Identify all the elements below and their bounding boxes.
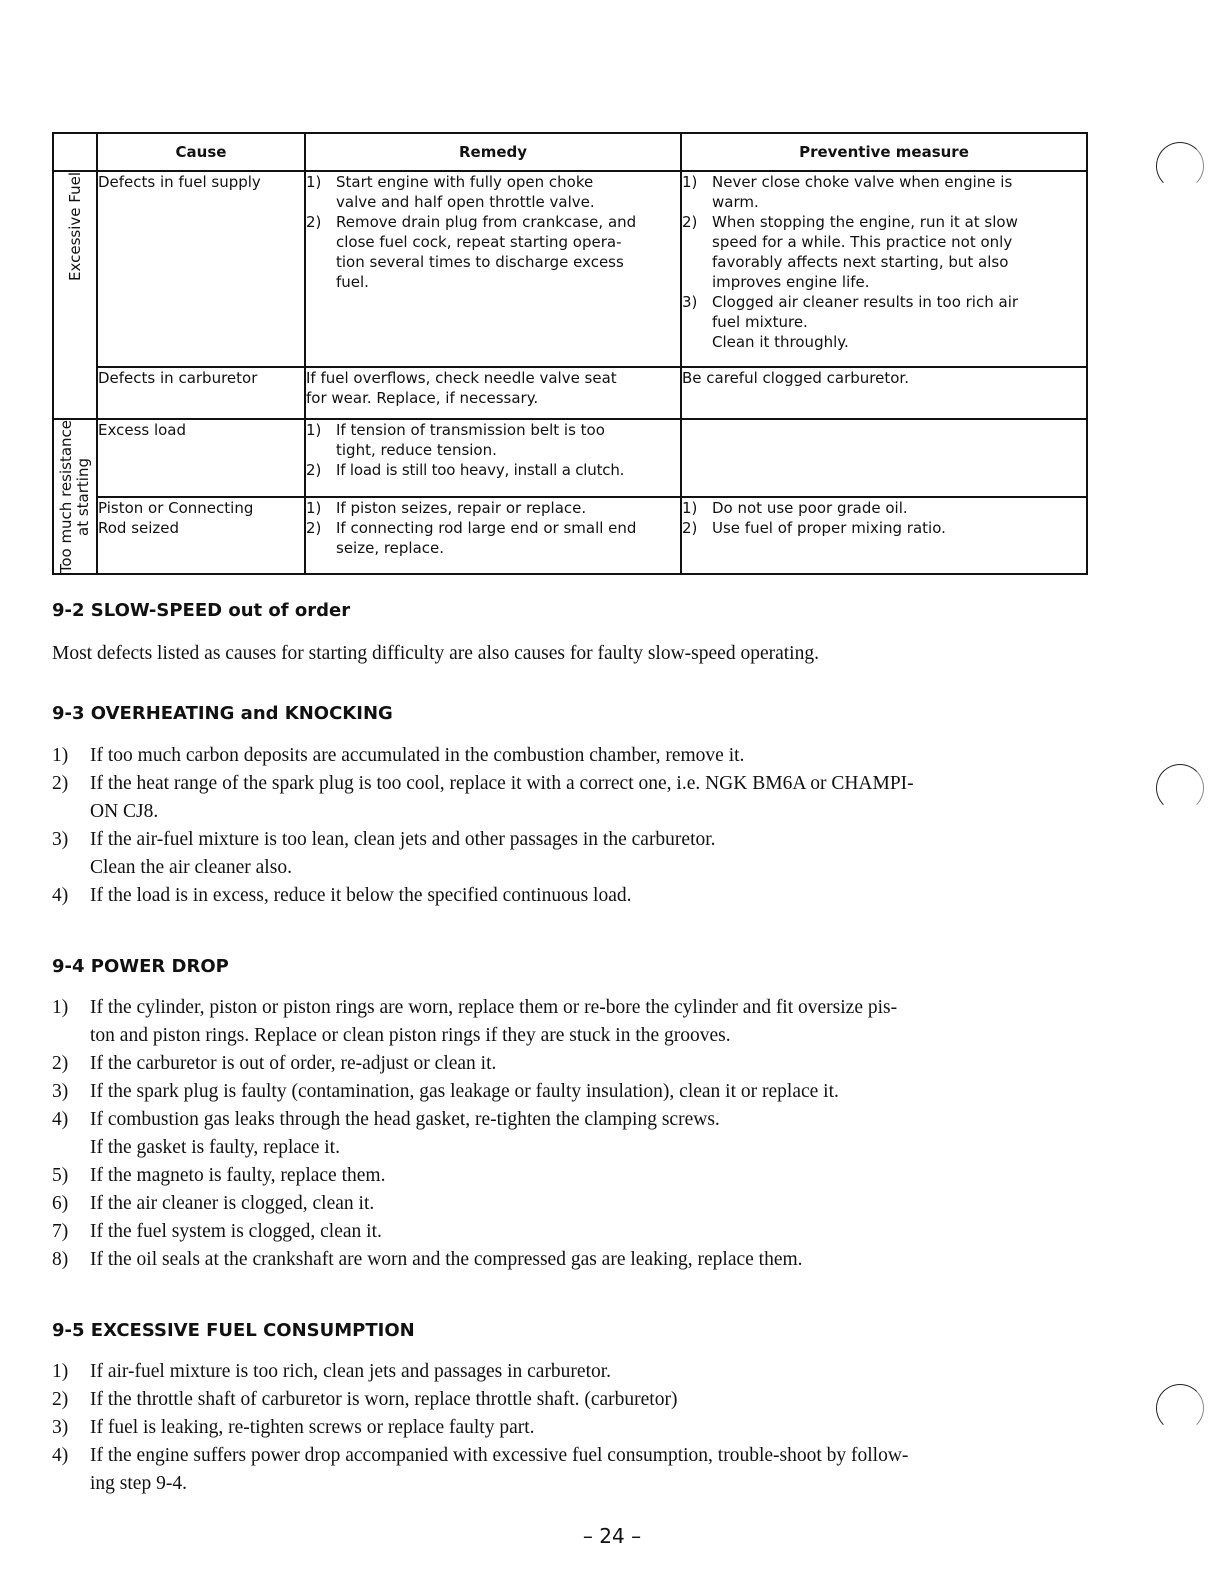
list-item: 3) If the air-fuel mixture is too lean, clean jets and other passages in the carburetor. Clean the air cleaner also. xyxy=(52,829,716,878)
list-item: 1) If air-fuel mixture is too rich, clean jets and passages in carburetor. xyxy=(52,1361,612,1382)
section-text-9-2: Most defects listed as causes for starting difficulty are also causes for faulty slow-speed operating. xyxy=(52,643,819,664)
binder-hole-icon xyxy=(1156,764,1204,812)
remedy-cell xyxy=(305,419,681,497)
list-item: 1) If tension of transmission belt is too tight, reduce tension. xyxy=(306,421,605,459)
list-item: 2) If the throttle shaft of carburetor is worn, replace throttle shaft. (carburetor) xyxy=(52,1389,678,1410)
remedy-header: Remedy xyxy=(305,133,681,171)
list-item: 2) If the carburetor is out of order, re-adjust or clean it. xyxy=(52,1053,497,1074)
binder-hole-icon xyxy=(1156,142,1204,190)
list-item: 1) Never close choke valve when engine is warm. xyxy=(682,173,1013,211)
preventive-cell xyxy=(681,497,1087,575)
list-item: 4) If combustion gas leaks through the head gasket, re-tighten the clamping screws. If the gasket is faulty, replace it. xyxy=(52,1109,720,1158)
remedy-cell xyxy=(305,171,681,367)
cause-cell: Defects in fuel supply xyxy=(97,171,305,367)
list-item: 5) If the magneto is faulty, replace them. xyxy=(52,1165,386,1186)
list-item: 4) If the engine suffers power drop accompanied with excessive fuel consumption, trouble-shoot by follow- ing step 9-4. xyxy=(52,1445,909,1494)
group-label-excessive-fuel: Excessive Fuel xyxy=(53,171,97,419)
list-item: 4) If the load is in excess, reduce it below the specified continuous load. xyxy=(52,885,632,906)
section-list-9-4 xyxy=(52,994,1092,1274)
cause-header: Cause xyxy=(97,133,305,171)
section-heading-9-4: 9-4 POWER DROP xyxy=(52,956,229,977)
section-heading-9-2: 9-2 SLOW-SPEED out of order xyxy=(52,600,351,621)
page-number: – 24 – xyxy=(582,1524,642,1548)
list-item: 1) Start engine with fully open choke valve and half open throttle valve. xyxy=(306,173,595,211)
list-item: 2) If load is still too heavy, install a clutch. xyxy=(306,461,625,479)
list-item: 1) If too much carbon deposits are accumulated in the combustion chamber, remove it. xyxy=(52,745,745,766)
list-item: 6) If the air cleaner is clogged, clean it. xyxy=(52,1193,375,1214)
preventive-cell: Be careful clogged carburetor. xyxy=(681,367,1087,419)
group-label-too-much-resistance: Too much resistance at starting xyxy=(53,419,97,574)
remedy-cell xyxy=(305,497,681,575)
preventive-header: Preventive measure xyxy=(681,133,1087,171)
list-item: 2) If connecting rod large end or small end seize, replace. xyxy=(306,518,637,557)
table-header-row xyxy=(53,133,1087,171)
section-list-9-3 xyxy=(52,742,1092,910)
list-item: 3) If fuel is leaking, re-tighten screws or replace faulty part. xyxy=(52,1417,535,1438)
list-item: 1) If piston seizes, repair or replace. xyxy=(306,498,587,517)
table-row xyxy=(53,497,1087,575)
cause-cell: Piston or Connecting Rod seized xyxy=(97,497,305,575)
binder-hole-icon xyxy=(1156,1384,1204,1432)
preventive-cell xyxy=(681,171,1087,367)
table-row xyxy=(53,171,1087,367)
preventive-cell-empty xyxy=(681,419,1087,497)
list-item: 2) When stopping the engine, run it at slow speed for a while. This practice not only favorably affects next starting, but also improves engine life. xyxy=(682,213,1018,291)
list-item: 2) Remove drain plug from crankcase, and close fuel cock, repeat starting opera- tion several times to discharge excess fuel. xyxy=(306,213,637,291)
cause-cell: Defects in carburetor xyxy=(97,367,305,419)
list-item: 2) Use fuel of proper mixing ratio. xyxy=(682,518,946,537)
list-item: 1) Do not use poor grade oil. xyxy=(682,498,908,517)
table-row xyxy=(53,367,1087,419)
cause-cell: Excess load xyxy=(97,419,305,497)
section-heading-9-5: 9-5 EXCESSIVE FUEL CONSUMPTION xyxy=(52,1320,415,1341)
section-heading-9-3: 9-3 OVERHEATING and KNOCKING xyxy=(52,703,393,724)
table-row xyxy=(53,419,1087,497)
list-item: 8) If the oil seals at the crankshaft are worn and the compressed gas are leaking, replace them. xyxy=(52,1249,803,1270)
list-item: 2) If the heat range of the spark plug is too cool, replace it with a correct one, i.e. NGK BM6A or CHAMPI- ON CJ8. xyxy=(52,773,914,822)
list-item: 3) Clogged air cleaner results in too rich air fuel mixture. Clean it throughly. xyxy=(682,293,1019,351)
troubleshooting-table xyxy=(52,132,1088,575)
remedy-cell: If fuel overflows, check needle valve seat for wear. Replace, if necessary. xyxy=(305,367,681,419)
list-item: 3) If the spark plug is faulty (contamination, gas leakage or faulty insulation), clean it or replace it. xyxy=(52,1081,839,1102)
list-item: 7) If the fuel system is clogged, clean it. xyxy=(52,1221,382,1242)
list-item: 1) If the cylinder, piston or piston rings are worn, replace them or re-bore the cylinder and fit oversize pis- ton and piston rings. Replace or clean piston rings if they are stuck in the grooves. xyxy=(52,997,898,1046)
section-list-9-5 xyxy=(52,1358,1092,1498)
group-header-cell xyxy=(53,133,97,171)
